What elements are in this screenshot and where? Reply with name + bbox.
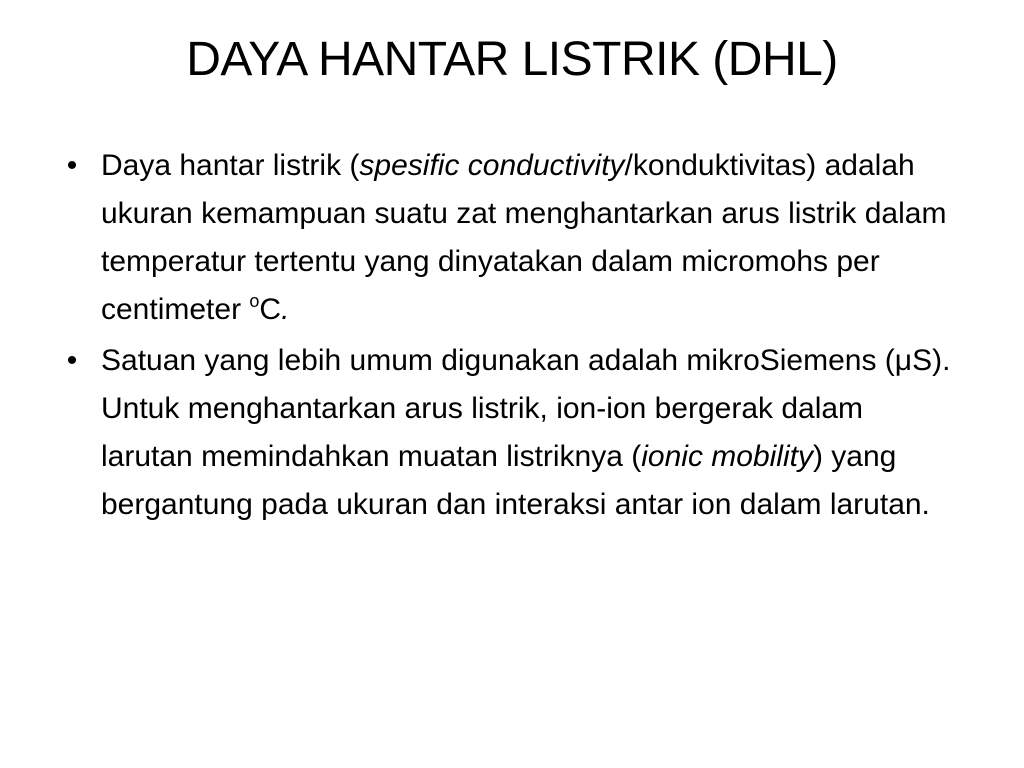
bullet-dot: • — [66, 149, 78, 182]
bullet-dot: • — [66, 344, 78, 377]
bullet-item-siemens — [62, 337, 962, 529]
bullet-list — [62, 142, 962, 532]
degree-superscript: o — [249, 291, 260, 311]
bullet-text-italic: ionic mobility — [641, 440, 813, 473]
bullet-text-italic: . — [281, 293, 290, 326]
bullet-text-segment: /konduktivitas) adalah ukuran kemampuan suatu zat menghantarkan arus listrik dalam temperatur tertentu yang dinyatakan dalam micromohs per centimeter — [101, 149, 947, 326]
bullet-text-segment: ) yang bergantung pada ukuran dan interaksi antar ion dalam larutan. — [101, 440, 930, 521]
bullet-text-italic: spesific conductivity — [359, 149, 625, 182]
bullet-text-segment: Daya hantar listrik ( — [101, 149, 360, 182]
bullet-text-segment: Satuan yang lebih umum digunakan adalah mikroSiemens (μS). Untuk menghantarkan arus listrik, ion-ion bergerak dalam larutan memindahkan muatan listriknya ( — [101, 344, 951, 473]
bullet-text-segment: C — [259, 293, 282, 326]
bullet-item-conductivity — [62, 142, 962, 334]
slide-title: DAYA HANTAR LISTRIK (DHL) — [186, 33, 838, 86]
